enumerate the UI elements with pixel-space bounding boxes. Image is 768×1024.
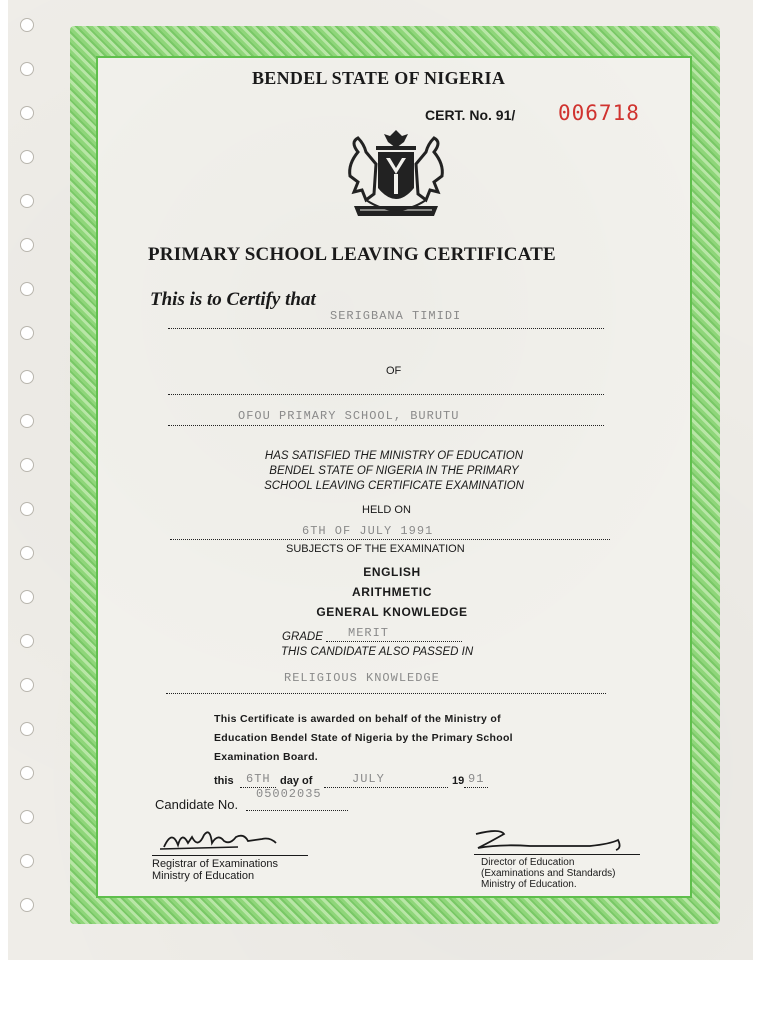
- certify-intro: This is to Certify that: [150, 289, 316, 310]
- binder-hole: [20, 546, 34, 560]
- binder-hole: [20, 502, 34, 516]
- grade-value: MERIT: [348, 626, 390, 640]
- state-heading: BENDEL STATE OF NIGERIA: [252, 68, 506, 88]
- registrar-signature: [158, 825, 288, 855]
- school-name: OFOU PRIMARY SCHOOL, BURUTU: [238, 409, 460, 423]
- grade-label: GRADE: [282, 631, 323, 643]
- binder-hole: [20, 238, 34, 252]
- cert-number: 006718: [558, 101, 640, 125]
- dated-day: 6TH: [246, 772, 271, 786]
- subjects-label: SUBJECTS OF THE EXAMINATION: [286, 543, 465, 555]
- award-line: This Certificate is awarded on behalf of the Ministry of: [214, 713, 501, 725]
- year-line: [464, 787, 488, 788]
- binder-hole: [20, 18, 34, 32]
- school-line: [168, 425, 604, 426]
- binder-hole: [20, 766, 34, 780]
- binder-hole: [20, 634, 34, 648]
- award-line: Examination Board.: [214, 751, 319, 763]
- binder-hole: [20, 590, 34, 604]
- director-title: [481, 857, 616, 890]
- coat-of-arms-icon: [336, 130, 456, 230]
- binder-hole: [20, 194, 34, 208]
- statement-line: SCHOOL LEAVING CERTIFICATE EXAMINATION: [264, 480, 524, 492]
- candidate-line: [246, 810, 348, 811]
- dated-month: JULY: [352, 772, 385, 786]
- exam-date: 6TH OF JULY 1991: [302, 524, 434, 538]
- binder-hole: [20, 414, 34, 428]
- dated-this-label: this: [214, 775, 234, 787]
- binder-hole: [20, 370, 34, 384]
- binder-holes: [20, 0, 40, 960]
- grade-line: [326, 641, 462, 642]
- binder-hole: [20, 326, 34, 340]
- also-passed-subject: RELIGIOUS KNOWLEDGE: [284, 671, 440, 685]
- candidate-name: SERIGBANA TIMIDI: [330, 309, 462, 323]
- binder-hole: [20, 150, 34, 164]
- binder-hole: [20, 678, 34, 692]
- binder-hole: [20, 282, 34, 296]
- binder-hole: [20, 458, 34, 472]
- subjects-list: [292, 562, 492, 622]
- statement-line: HAS SATISFIED THE MINISTRY OF EDUCATION: [264, 450, 524, 462]
- date-line: [170, 539, 610, 540]
- of-line: [168, 394, 604, 395]
- month-line: [324, 787, 448, 788]
- candidate-number: 05002035: [256, 787, 322, 801]
- binder-hole: [20, 854, 34, 868]
- certificate-title: PRIMARY SCHOOL LEAVING CERTIFICATE: [148, 244, 556, 265]
- binder-hole: [20, 722, 34, 736]
- also-passed-line: [166, 693, 606, 694]
- director-line: (Examinations and Standards): [481, 868, 616, 879]
- dated-year-prefix: 19: [452, 775, 465, 787]
- director-signature: [470, 828, 630, 856]
- dated-year: 91: [468, 772, 485, 786]
- sign-line-right: [474, 854, 640, 855]
- registrar-line: Ministry of Education: [152, 870, 255, 882]
- binder-hole: [20, 810, 34, 824]
- statement-line: BENDEL STATE OF NIGERIA IN THE PRIMARY: [269, 465, 519, 477]
- subject-item: ENGLISH: [363, 565, 421, 579]
- sign-line-left: [152, 855, 308, 856]
- binder-hole: [20, 106, 34, 120]
- cert-number-label: CERT. No. 91/: [425, 107, 516, 123]
- award-line: Education Bendel State of Nigeria by the Primary School: [214, 732, 513, 744]
- subject-item: ARITHMETIC: [352, 585, 432, 599]
- also-passed-label: THIS CANDIDATE ALSO PASSED IN: [281, 646, 474, 658]
- dated-day-of-label: day of: [280, 775, 313, 787]
- registrar-line: Registrar of Examinations: [152, 858, 278, 870]
- statement-block: [244, 449, 544, 494]
- binder-hole: [20, 62, 34, 76]
- binder-hole: [20, 898, 34, 912]
- subject-item: GENERAL KNOWLEDGE: [316, 605, 468, 619]
- director-line: Ministry of Education.: [481, 879, 577, 890]
- of-label: OF: [386, 365, 402, 377]
- registrar-title: [152, 858, 278, 882]
- candidate-label: Candidate No.: [155, 797, 239, 812]
- award-text: [214, 710, 513, 767]
- director-line: Director of Education: [481, 857, 575, 868]
- name-line: [168, 328, 604, 329]
- held-on-label: HELD ON: [362, 504, 411, 516]
